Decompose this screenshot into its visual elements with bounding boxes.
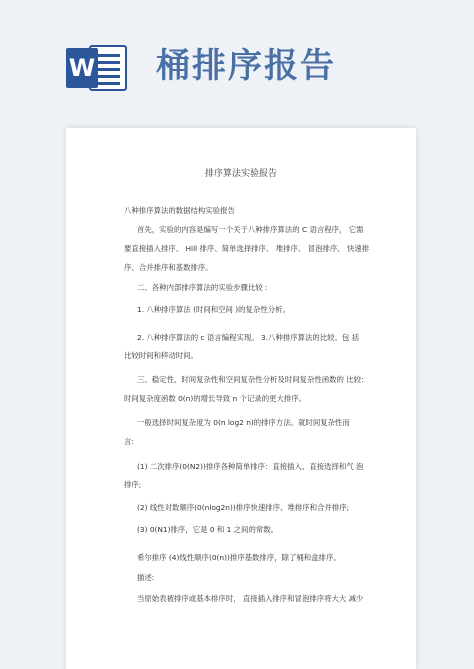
doc-line: 希尔排序 (4)线性顺序(0(n))排序基数排序，除了桶和盒排序。 — [137, 553, 341, 562]
doc-line: 时间复杂度函数 0(n)的增长导致 n 个记录的更大排序。 — [124, 394, 307, 403]
doc-line: 比较时间和移动时间。 — [124, 351, 198, 360]
doc-line: 1. 八种排序算法 (时间和空间 )的复杂性分析。 — [137, 305, 290, 314]
doc-line: 2. 八种排序算法的 c 语言编程实现。 3.八种排序算法的比较。包 括 — [137, 333, 360, 342]
banner-title: 桶排序报告 — [156, 46, 336, 86]
document-page — [66, 128, 416, 669]
doc-line: 三、稳定性、时间复杂性和空间复杂性分析及时间复杂性函数的 比较: — [137, 375, 364, 384]
doc-line: (3) 0(N1)排序，它是 0 和 1 之间的常数。 — [137, 525, 279, 534]
doc-line: (2) 线性对数顺序(0(nlog2n))排序快速排序、堆排序和合并排序; — [137, 503, 350, 512]
doc-line: 一般选择时间复杂度为 0(n log2 n)的排序方法。就时间复杂性而 — [137, 418, 350, 427]
doc-line: 八种排序算法的数据结构实验报告 — [124, 206, 235, 215]
doc-line: 排序; — [124, 480, 142, 489]
doc-line: 当原始表被排序或基本排序时， 直接插入排序和冒泡排序将大大 减少 — [137, 594, 364, 603]
doc-line: 首先，实验的内容是编写一个关于八种排序算法的 C 语言程序， 它需 — [137, 225, 364, 234]
word-icon — [66, 42, 128, 94]
banner — [0, 0, 474, 130]
word-logo-letter: W — [68, 54, 96, 82]
doc-line: 要直接插入排序、 Hill 排序、简单选择排序、 堆排序、 冒泡排序、 快速排 — [124, 244, 370, 253]
doc-line: (1) 二次排序(0(N2))排序各种简单排序：直接插入、直接选择和气 泡 — [137, 462, 364, 471]
doc-line: 言: — [124, 437, 134, 446]
doc-line: 描述: — [137, 573, 155, 582]
document-title: 排序算法实验报告 — [204, 169, 277, 179]
doc-line: 二、各种内部排序算法的实验步骤比较 : — [137, 283, 268, 292]
doc-line: 序、合并排序和基数排序。 — [124, 263, 213, 272]
